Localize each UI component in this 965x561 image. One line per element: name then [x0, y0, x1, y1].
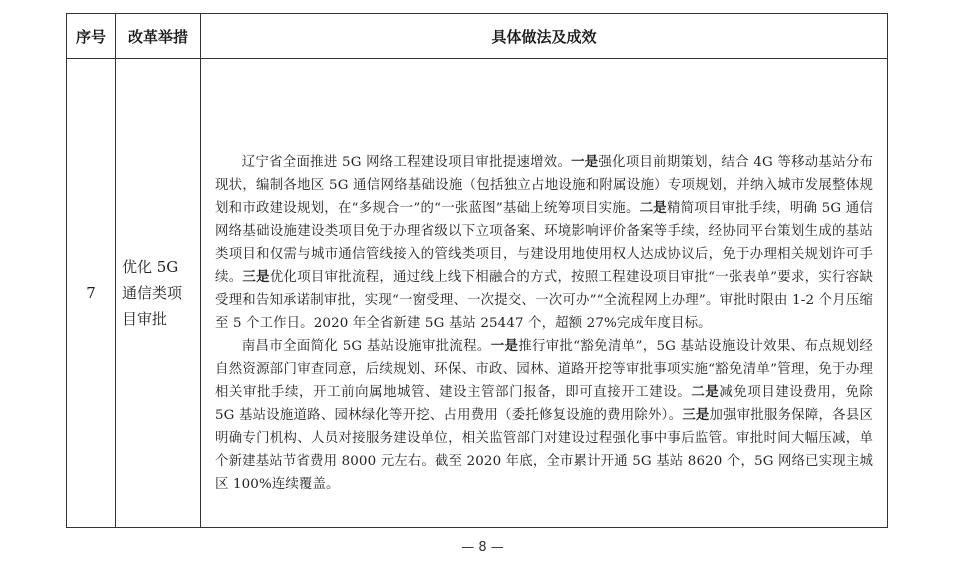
emphasis-label: 一是: [490, 338, 519, 354]
reform-measures-table: [66, 13, 888, 528]
emphasis-label: 三是: [242, 269, 270, 285]
detail-segment: 南昌市全面简化 5G 基站设施审批流程。: [241, 339, 491, 354]
emphasis-label: 二是: [639, 200, 667, 216]
row-detail: [201, 59, 888, 528]
header-reform: 改革举措: [116, 14, 201, 59]
detail-text: [201, 59, 887, 496]
detail-paragraph: [215, 151, 873, 335]
detail-segment: 强化项目前期策划，结合 4G 等移动基站分布现状，编制各地区 5G 通信网络基础设施（包括独立占地设施和附属设施）专项规划，并纳入城市发展整体规划和市政建设规划，在“多规合一”的“一张蓝图”基础上统筹项目实施。: [215, 155, 873, 216]
row-number: 7: [67, 59, 116, 528]
row-reform-measure: 优化 5G 通信类项目审批: [116, 59, 201, 528]
table-header-row: [67, 14, 888, 59]
detail-paragraph: [215, 335, 873, 496]
detail-segment: 精简项目审批手续，明确 5G 通信网络基础设施建设类项目免于办理省级以下立项备案、环境影响评价备案等手续，经协同平台策划生成的基站类项目和仅需与城市通信管线接入的管线类项目，与建设用地使用权人达成协议后，免于办理相关规划许可手续。: [215, 201, 873, 285]
header-detail: 具体做法及成效: [201, 14, 888, 59]
detail-segment: 推行审批“豁免清单”，5G 基站设施设计效果、布点规划经自然资源部门审查同意，后续规划、环保、市政、园林、道路开挖等审批事项实施“豁免清单”管理，免于办理相关审批手续，开工前向属地城管、建设主管部门报备，即可直接开工建设。: [215, 339, 873, 400]
detail-segment: 优化项目审批流程，通过线上线下相融合的方式，按照工程建设项目审批“一张表单”要求，实行容缺受理和告知承诺制审批，实现“一窗受理、一次提交、一次可办”“全流程网上办理”。审批时限由 1-2 个月压缩至 5 个工作日。2020 年全省新建 5G 基站 25447 个，超额 27%完成年度目标。: [215, 270, 873, 331]
detail-segment: 减免项目建设费用，免除 5G 基站设施道路、园林绿化等开挖、占用费用（委托修复设施的费用除外）。: [215, 385, 873, 423]
emphasis-label: 三是: [682, 407, 710, 423]
detail-segment: 加强审批服务保障，各县区明确专门机构、人员对接服务建设单位，相关监管部门对建设过程强化事中事后监管。审批时间大幅压减，单个新建基站节省费用 8000 元左右。截至 2020 年底，全市累计开通 5G 基站 8620 个，5G 网络已实现主城区 100%连续覆盖。: [215, 408, 873, 492]
emphasis-label: 二是: [691, 384, 720, 400]
detail-segment: 辽宁省全面推进 5G 网络工程建设项目审批提速增效。: [241, 155, 572, 170]
emphasis-label: 一是: [571, 154, 599, 170]
page-number: — 8 —: [461, 540, 504, 555]
header-number: 序号: [67, 14, 116, 59]
table-row: [67, 59, 888, 528]
